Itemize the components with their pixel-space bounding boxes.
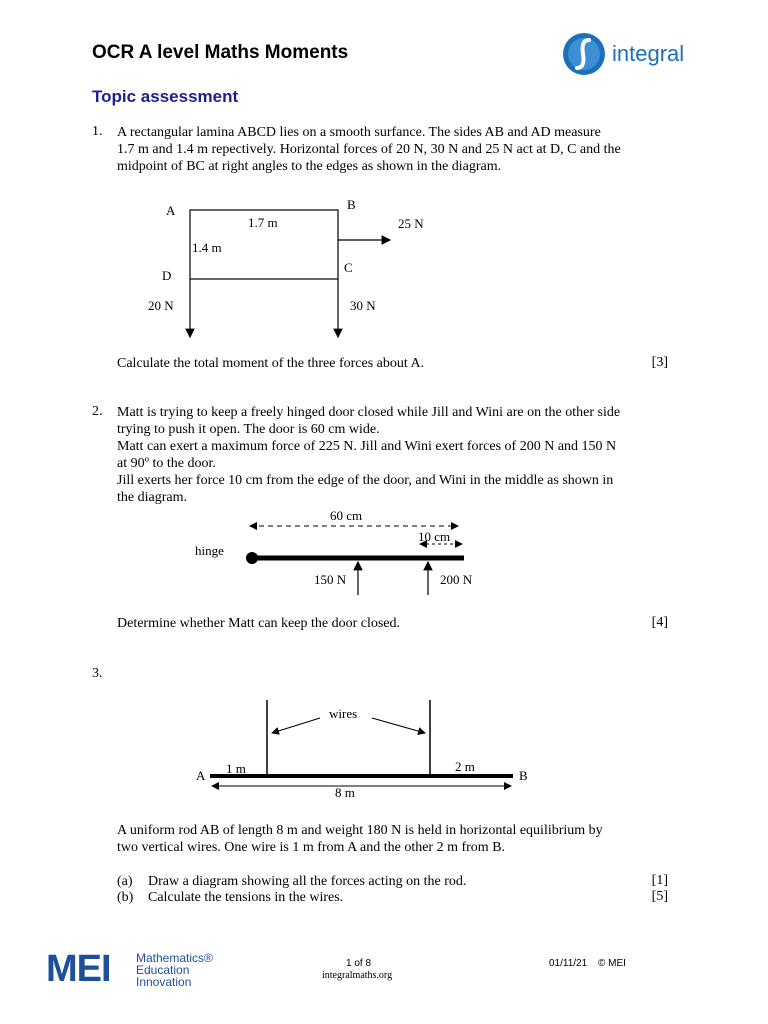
- q1-number: 1.: [92, 124, 103, 139]
- q1-force-30n: 30 N: [350, 298, 376, 313]
- q3-line: two vertical wires. One wire is 1 m from A and the other 2 m from B.: [117, 840, 506, 855]
- q3-line: A uniform rod AB of length 8 m and weight 180 N is held in horizontal equilibrium by: [117, 823, 603, 838]
- document-title: OCR A level Maths Moments: [92, 42, 349, 63]
- q3-label-a: A: [196, 768, 206, 783]
- wires-pointer-left: [272, 718, 320, 733]
- q3-part-a-text: Draw a diagram showing all the forces acting on the rod.: [148, 874, 467, 889]
- q2-marks: [4]: [651, 615, 668, 630]
- integral-logo-text: integral: [612, 41, 685, 66]
- q1-label-b: B: [347, 197, 356, 212]
- q1-label-c: C: [344, 260, 353, 275]
- q3-length-label: 8 m: [335, 785, 355, 800]
- q1-line: 1.7 m and 1.4 m repectively. Horizontal forces of 20 N, 30 N and 25 N act at D, C and the: [117, 142, 621, 157]
- site-url: integralmaths.org: [322, 970, 393, 981]
- q1-ad-length: 1.4 m: [192, 240, 222, 255]
- q2-line: Jill exerts her force 10 cm from the edge of the door, and Wini in the middle as shown in: [117, 473, 614, 488]
- q2-offset-label: 10 cm: [418, 529, 451, 544]
- q2-force-150n: 150 N: [314, 572, 347, 587]
- q2-hinge-label: hinge: [195, 543, 224, 558]
- q3-part-a-label: (a): [117, 874, 133, 889]
- q3-part-b-text: Calculate the tensions in the wires.: [148, 890, 344, 905]
- q2-width-label: 60 cm: [330, 508, 363, 523]
- mei-logo-line: Innovation: [136, 975, 192, 989]
- wires-pointer-right: [372, 718, 425, 733]
- q2-line: the diagram.: [117, 490, 187, 505]
- q3-text: [117, 822, 687, 856]
- q1-force-20n: 20 N: [148, 298, 174, 313]
- q3-wires-label: wires: [329, 706, 358, 721]
- q1-force-25n: 25 N: [398, 216, 424, 231]
- q2-line: trying to push it open. The door is 60 cm wide.: [117, 422, 380, 437]
- q1-label-d: D: [162, 268, 172, 283]
- q1-line: A rectangular lamina ABCD lies on a smooth surfance. The sides AB and AD measure: [117, 125, 601, 140]
- q3-part-b-marks: [5]: [651, 889, 668, 904]
- q3-right-distance: 2 m: [455, 759, 475, 774]
- q2-line: Matt can exert a maximum force of 225 N. Jill and Wini exert forces of 200 N and 150 N: [117, 439, 617, 454]
- section-title: Topic assessment: [92, 87, 239, 106]
- page-number: 1 of 8: [346, 958, 372, 969]
- mei-logo: [46, 948, 246, 992]
- q1-label-a: A: [166, 203, 176, 218]
- q1-ab-length: 1.7 m: [248, 215, 278, 230]
- mei-logo-line: Mathematics®: [136, 951, 213, 965]
- mei-logo-letters: MEI: [46, 948, 111, 990]
- footer-date: 01/11/21: [549, 958, 588, 969]
- q3-left-distance: 1 m: [226, 761, 246, 776]
- q2-line: Matt is trying to keep a freely hinged door closed while Jill and Wini are on the other side: [117, 405, 621, 420]
- q2-question: Determine whether Matt can keep the door closed.: [117, 616, 401, 631]
- q3-label-b: B: [519, 768, 528, 783]
- mei-logo-line: Education: [136, 963, 190, 977]
- mei-logo-text: [136, 952, 213, 988]
- q3-number: 3.: [92, 666, 103, 681]
- q1-question: Calculate the total moment of the three forces about A.: [117, 356, 425, 371]
- q2-line: at 90º to the door.: [117, 456, 216, 471]
- q3-part-a-marks: [1]: [651, 873, 668, 888]
- q2-number: 2.: [92, 404, 103, 419]
- q2-force-200n: 200 N: [440, 572, 473, 587]
- footer-copyright: © MEI: [598, 958, 626, 969]
- q1-marks: [3]: [651, 355, 668, 370]
- q1-line: midpoint of BC at right angles to the edges as shown in the diagram.: [117, 159, 502, 174]
- q3-part-b-label: (b): [117, 890, 134, 905]
